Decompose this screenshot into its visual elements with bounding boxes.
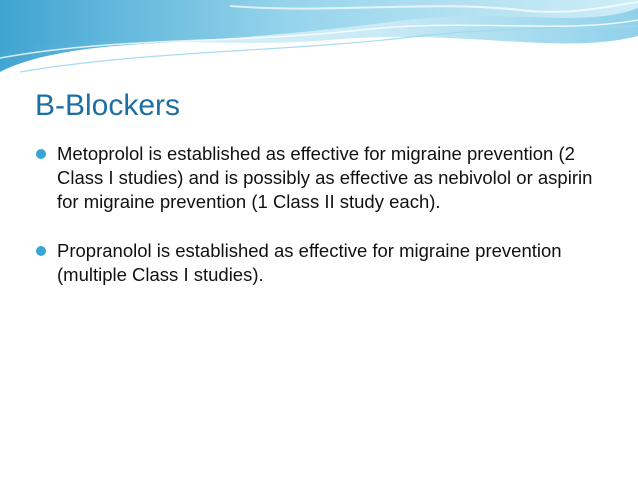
- bullet-text: Propranolol is established as effective for migraine prevention (multiple Class I studies).: [57, 240, 562, 285]
- wave-header-decoration: [0, 0, 638, 78]
- bullet-text: Metoprolol is established as effective for migraine prevention (2 Class I studies) and is possibly as effective as nebivolol or aspirin for migraine prevention (1 Class II study each).: [57, 143, 593, 212]
- circle-bullet-icon: [36, 246, 46, 256]
- bullet-list: [35, 142, 605, 287]
- circle-bullet-icon: [36, 149, 46, 159]
- bullet-item-propranolol: [35, 239, 605, 287]
- bullet-item-metoprolol: [35, 142, 605, 214]
- slide-title: B-Blockers: [35, 89, 181, 122]
